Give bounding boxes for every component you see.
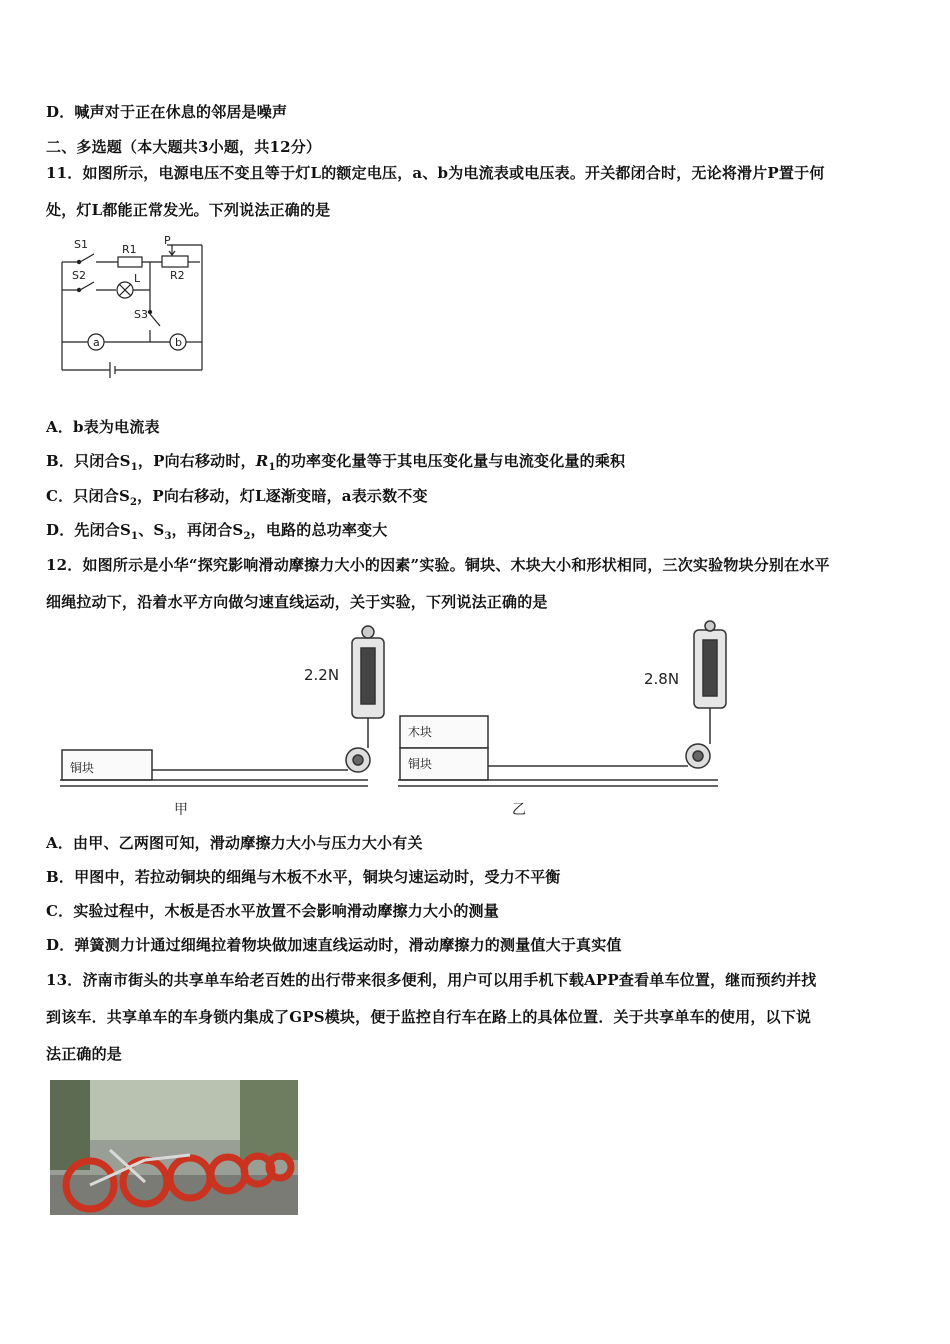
q12-option-d: D．弹簧测力计通过细绳拉着物块做加速直线运动时，滑动摩擦力的测量值大于真实值	[46, 936, 622, 954]
q12-friction-figure	[58, 620, 738, 820]
right-force-reading: 2.8N	[644, 670, 680, 688]
right-bottom-block-label: 铜块	[408, 757, 433, 771]
q11-option-a: A．b表为电流表	[46, 418, 160, 436]
meter-a-label: a	[93, 336, 100, 349]
q11-option-d: D．先闭合$S_1$、$S_3$，再闭合$S_2$，电路的总功率变大	[46, 521, 388, 542]
option-d-prev: D．喊声对于正在休息的邻居是噪声	[46, 103, 288, 121]
section-heading: 二、多选题（本大题共3小题，共12分）	[46, 138, 322, 156]
q13-stem-line2: 到该车．共享单车的车身锁内集成了GPS模块，便于监控自行车在路上的具体位置．关于共享单车的使用，以下说	[46, 1008, 812, 1026]
q11-stem-line2: 处，灯L都能正常发光。下列说法正确的是	[46, 201, 331, 219]
label-l: L	[134, 272, 141, 285]
meter-b-label: b	[175, 336, 182, 349]
q11-option-c: C．只闭合$S_2$，P向右移动，灯L逐渐变暗，a表示数不变	[46, 487, 428, 508]
q11-option-b: B．只闭合$S_1$，P向右移动时，$R_1$的功率变化量等于其电压变化量与电流变化量的乘积	[46, 452, 626, 473]
shared-bikes-photo	[50, 1080, 298, 1215]
left-caption: 甲	[174, 802, 188, 818]
right-top-block-label: 木块	[408, 725, 433, 739]
q13-stem-line1: 13．济南市街头的共享单车给老百姓的出行带来很多便利，用户可以用手机下载APP查看单车位置，继而预约并找	[46, 971, 817, 989]
label-r1: R1	[122, 243, 137, 256]
q13-stem-line3: 法正确的是	[46, 1045, 123, 1063]
left-force-reading: 2.2N	[304, 666, 340, 684]
label-s2: S2	[72, 269, 86, 282]
label-p: P	[164, 234, 171, 247]
label-s3: S3	[134, 308, 148, 321]
q12-option-a: A．由甲、乙两图可知，滑动摩擦力大小与压力大小有关	[46, 834, 423, 852]
q12-option-b: B．甲图中，若拉动铜块的细绳与木板不水平，铜块匀速运动时，受力不平衡	[46, 868, 561, 886]
q12-option-c: C．实验过程中，木板是否水平放置不会影响滑动摩擦力大小的测量	[46, 902, 499, 920]
label-r2: R2	[170, 269, 185, 282]
q11-circuit-diagram	[52, 232, 222, 382]
q11-stem-line1: 11．如图所示，电源电压不变且等于灯L的额定电压，a、b为电流表或电压表。开关都闭合时，无论将滑片P置于何	[46, 164, 825, 182]
label-s1: S1	[74, 238, 88, 251]
left-block-label: 铜块	[70, 761, 95, 775]
right-caption: 乙	[512, 802, 526, 818]
q12-stem-line2: 细绳拉动下，沿着水平方向做匀速直线运动，关于实验，下列说法正确的是	[46, 593, 548, 611]
q12-stem-line1: 12．如图所示是小华“探究影响滑动摩擦力大小的因素”实验。铜块、木块大小和形状相同，三次实验物块分别在水平	[46, 556, 830, 574]
